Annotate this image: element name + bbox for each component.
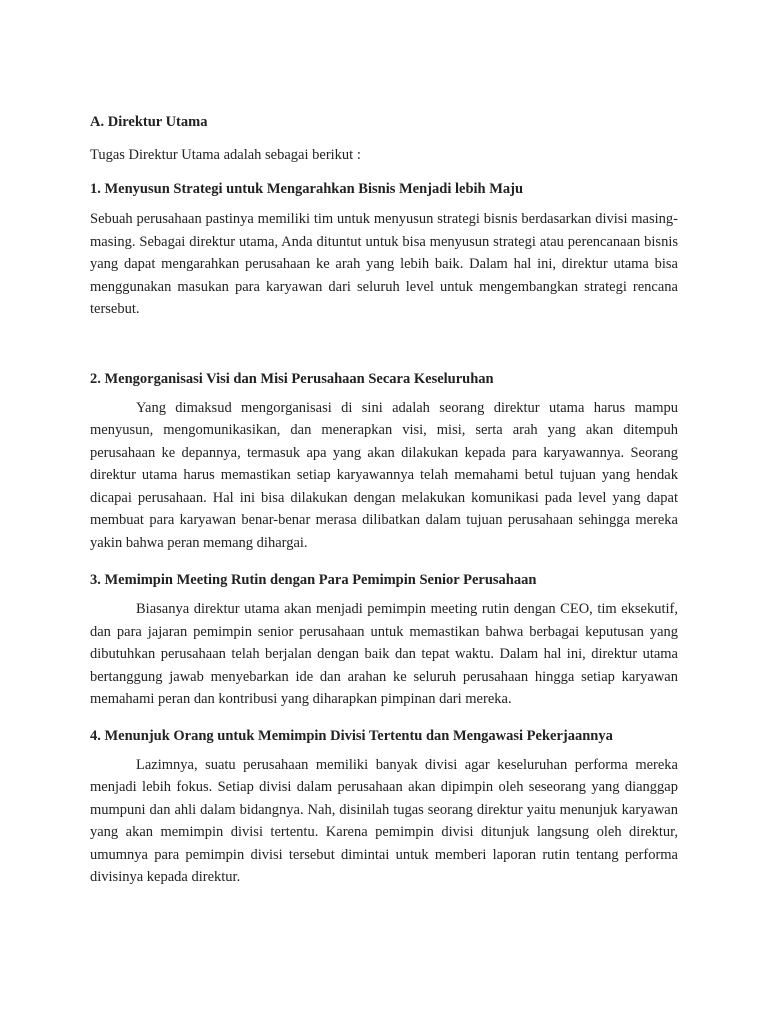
document-page [90,112,678,889]
paragraph-3: Biasanya direktur utama akan menjadi pemimpin meeting rutin dengan CEO, tim eksekutif, dan para jajaran pemimpin senior perusahaan untuk memastikan bahwa berbagai keputusan yang dibutuhkan perusahaan telah berjalan dengan baik dan tepat waktu. Dalam hal ini, direktur utama bertanggung jawab menyebarkan ide dan arahan ke seluruh perusahaan hingga setiap karyawan memahami peran dan kontribusi yang diharapkan pimpinan dari mereka. [90,601,678,707]
paragraph-2: Yang dimaksud mengorganisasi di sini adalah seorang direktur utama harus mampu menyusun, mengomunikasikan, dan menerapkan visi, misi, serta arah yang akan ditempuh perusahaan ke depannya, termasuk apa yang akan dilakukan kepada para karyawannya. Seorang direktur utama harus memastikan setiap karyawannya telah memahami betul tujuan yang hendak dicapai perusahaan. Hal ini bisa dilakukan dengan melakukan komunikasi pada level yang dapat membuat para karyawan benar-benar merasa dilibatkan dalam tujuan perusahaan sehingga mereka yakin bahwa peran memang dihargai. [90,399,678,551]
heading-1: 1. Menyusun Strategi untuk Mengarahkan Bisnis Menjadi lebih Maju [90,181,524,197]
heading-2: 2. Mengorganisasi Visi dan Misi Perusahaan Secara Keseluruhan [90,370,494,387]
paragraph-4: Lazimnya, suatu perusahaan memiliki banyak divisi agar keseluruhan performa mereka menjadi lebih fokus. Setiap divisi dalam perusahaan akan dipimpin oleh seseorang yang dianggap mumpuni dan ahli dalam bidangnya. Nah, disinilah tugas seorang direktur yaitu menunjuk karyawan yang akan memimpin divisi tertentu. Karena pemimpin divisi ditunjuk langsung oleh direktur, umumnya para pemimpin divisi tersebut dimintai untuk memberi laporan rutin tentang performa divisinya kepada direktur. [90,756,678,885]
paragraph-1: Sebuah perusahaan pastinya memiliki tim untuk menyusun strategi bisnis berdasarkan divisi masing-masing. Sebagai direktur utama, Anda dituntut untuk bisa menyusun strategi atau perencanaan bisnis yang dapat mengarahkan perusahaan ke arah yang lebih baik. Dalam hal ini, direktur utama bisa menggunakan masukan para karyawan dari seluruh level untuk mengembangkan strategi rencana tersebut. [90,211,678,317]
intro-text: Tugas Direktur Utama adalah sebagai berikut : [90,147,361,163]
heading-4: 4. Menunjuk Orang untuk Memimpin Divisi Tertentu dan Mengawasi Pekerjaannya [90,727,613,744]
section-title: A. Direktur Utama [90,114,208,130]
heading-3: 3. Memimpin Meeting Rutin dengan Para Pemimpin Senior Perusahaan [90,572,537,588]
